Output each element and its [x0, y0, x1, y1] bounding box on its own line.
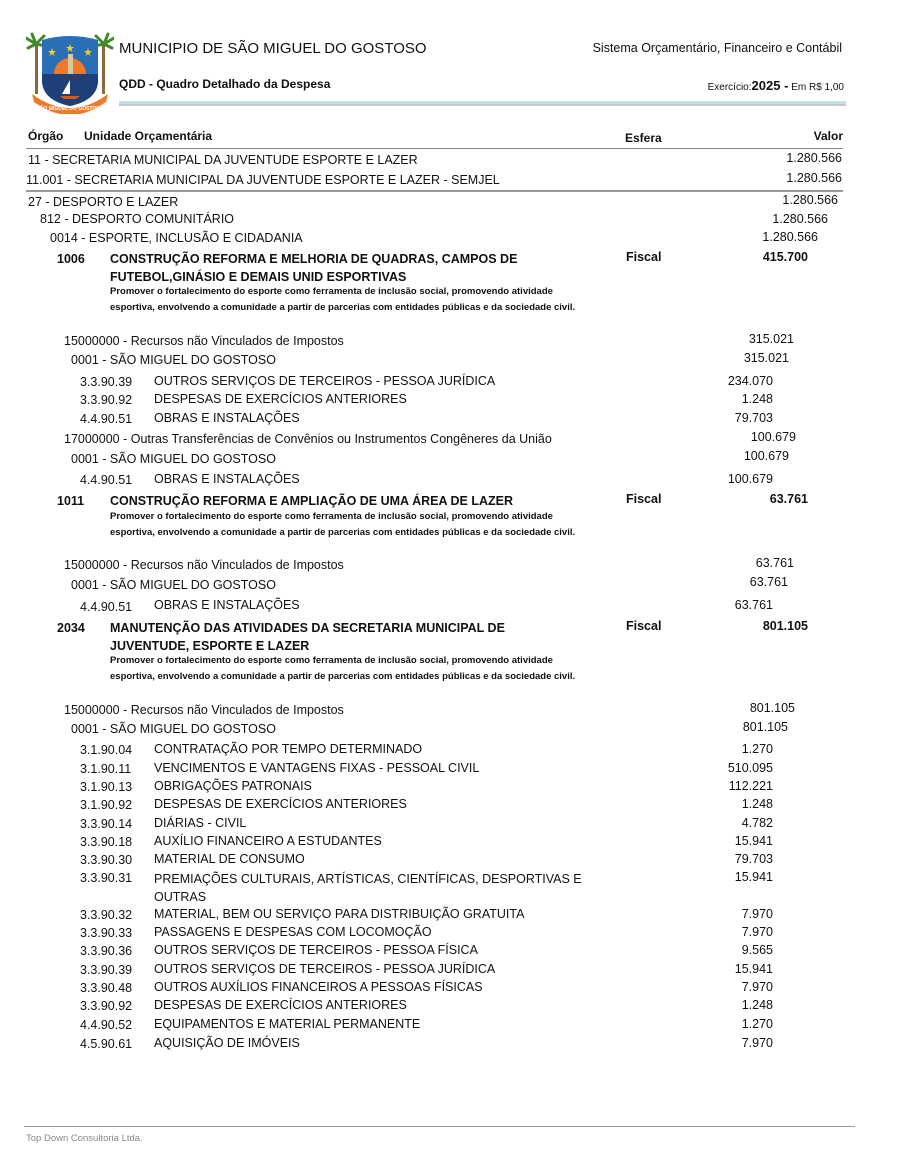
- elemento-label: OBRAS E INSTALAÇÕES: [154, 598, 300, 612]
- elemento-code: 3.3.90.48: [80, 981, 133, 995]
- elemento-value: 100.679: [727, 472, 773, 486]
- funcao-value: 1.280.566: [782, 193, 838, 207]
- elemento-value: 7.970: [741, 925, 773, 939]
- fonte-value: 315.021: [748, 332, 794, 346]
- elemento-value: 510.095: [727, 761, 773, 775]
- fonte-label: 17000000 - Outras Transferências de Convênios ou Instrumentos Congêneres da União: [64, 432, 552, 446]
- acao-esfera: Fiscal: [626, 250, 662, 264]
- acao-title: MANUTENÇÃO DAS ATIVIDADES DA SECRETARIA MUNICIPAL DE JUVENTUDE, ESPORTE E LAZER: [110, 621, 505, 653]
- system-name: Sistema Orçamentário, Financeiro e Contábil: [592, 41, 842, 55]
- acao-description: Promover o fortalecimento do esporte como ferramenta de inclusão social, promovendo atividade esportiva, envolvendo a comunidade a partir de parcerias com entidades públicas e da sociedade civil.: [110, 655, 576, 682]
- elemento-code: 4.4.90.51: [80, 412, 133, 426]
- orgao-label: 11 - SECRETARIA MUNICIPAL DA JUVENTUDE ESPORTE E LAZER: [28, 153, 418, 167]
- fonte-value: 100.679: [750, 430, 796, 444]
- report-title: QDD - Quadro Detalhado da Despesa: [119, 77, 331, 91]
- elemento-code: 3.3.90.31: [80, 871, 133, 885]
- acao-value: 63.761: [769, 492, 808, 506]
- elemento-value: 79.703: [734, 852, 773, 866]
- programa-value: 1.280.566: [762, 230, 818, 244]
- elemento-code: 4.4.90.51: [80, 600, 133, 614]
- municipio-label: 0001 - SÃO MIGUEL DO GOSTOSO: [71, 452, 276, 466]
- elemento-value: 1.248: [741, 998, 773, 1012]
- elemento-label: DESPESAS DE EXERCÍCIOS ANTERIORES: [154, 392, 407, 406]
- elemento-code: 3.1.90.11: [80, 762, 132, 776]
- municipio-label: 0001 - SÃO MIGUEL DO GOSTOSO: [71, 353, 276, 367]
- acao-description: Promover o fortalecimento do esporte como ferramenta de inclusão social, promovendo atividade esportiva, envolvendo a comunidade a partir de parcerias com entidades públicas e da sociedade civil.: [110, 286, 576, 313]
- municipio-label: 0001 - SÃO MIGUEL DO GOSTOSO: [71, 722, 276, 736]
- elemento-label: OUTROS SERVIÇOS DE TERCEIROS - PESSOA JURÍDICA: [154, 374, 496, 388]
- column-header-unidade: Unidade Orçamentária: [84, 129, 213, 143]
- acao-title: CONSTRUÇÃO REFORMA E MELHORIA DE QUADRAS, CAMPOS DE FUTEBOL,GINÁSIO E DEMAIS UNID ESPORTIVAS: [110, 252, 518, 284]
- elemento-label: OBRAS E INSTALAÇÕES: [154, 472, 300, 486]
- unidade-value: 1.280.566: [786, 171, 842, 185]
- elemento-value: 1.248: [741, 392, 773, 406]
- municipio-value: 315.021: [743, 351, 789, 365]
- elemento-value: 15.941: [734, 962, 773, 976]
- municipio-value: 100.679: [743, 449, 789, 463]
- elemento-code: 3.1.90.13: [80, 780, 133, 794]
- elemento-label: VENCIMENTOS E VANTAGENS FIXAS - PESSOAL CIVIL: [154, 761, 480, 775]
- municipio-value: 63.761: [749, 575, 788, 589]
- footer-divider: [24, 1126, 855, 1127]
- municipality-name: MUNICIPIO DE SÃO MIGUEL DO GOSTOSO: [119, 40, 427, 57]
- footer-company: Top Down Consultoria Ltda.: [26, 1133, 143, 1144]
- elemento-label: DESPESAS DE EXERCÍCIOS ANTERIORES: [154, 998, 407, 1012]
- acao-esfera: Fiscal: [626, 492, 662, 506]
- acao-value: 415.700: [762, 250, 808, 264]
- elemento-label: CONTRATAÇÃO POR TEMPO DETERMINADO: [154, 742, 423, 756]
- elemento-label: DESPESAS DE EXERCÍCIOS ANTERIORES: [154, 797, 407, 811]
- currency-unit: Em R$ 1,00: [791, 82, 844, 93]
- elemento-label: OUTROS SERVIÇOS DE TERCEIROS - PESSOA JURÍDICA: [154, 962, 496, 976]
- elemento-value: 1.248: [741, 797, 773, 811]
- elemento-value: 7.970: [741, 907, 773, 921]
- elemento-value: 63.761: [734, 598, 773, 612]
- column-header-esfera: Esfera: [625, 131, 662, 145]
- exercicio-year: 2025 -: [751, 78, 789, 93]
- elemento-value: 9.565: [741, 943, 773, 957]
- elemento-code: 4.4.90.51: [80, 473, 133, 487]
- exercicio-info: [708, 78, 844, 93]
- orgao-value: 1.280.566: [786, 151, 842, 165]
- elemento-code: 4.4.90.52: [80, 1018, 133, 1032]
- elemento-label: OUTROS SERVIÇOS DE TERCEIROS - PESSOA FÍSICA: [154, 943, 478, 957]
- elemento-label: AQUISIÇÃO DE IMÓVEIS: [154, 1036, 300, 1050]
- fonte-label: 15000000 - Recursos não Vinculados de Impostos: [64, 334, 344, 348]
- acao-title: CONSTRUÇÃO REFORMA E AMPLIAÇÃO DE UMA ÁREA DE LAZER: [110, 494, 514, 508]
- municipal-coat-of-arms-logo: [26, 30, 114, 114]
- elemento-code: 3.3.90.30: [80, 853, 133, 867]
- elemento-label: EQUIPAMENTOS E MATERIAL PERMANENTE: [154, 1017, 421, 1031]
- exercicio-label: Exercício:: [707, 82, 752, 93]
- programa-label: 0014 - ESPORTE, INCLUSÃO E CIDADANIA: [50, 231, 303, 245]
- unidade-divider: [26, 190, 843, 192]
- elemento-code: 3.1.90.92: [80, 798, 133, 812]
- unidade-label: 11.001 - SECRETARIA MUNICIPAL DA JUVENTUDE ESPORTE E LAZER - SEMJEL: [26, 173, 500, 187]
- subfuncao-label: 812 - DESPORTO COMUNITÁRIO: [40, 212, 235, 226]
- municipio-value: 801.105: [742, 720, 788, 734]
- subfuncao-value: 1.280.566: [772, 212, 828, 226]
- fonte-label: 15000000 - Recursos não Vinculados de Impostos: [64, 703, 344, 717]
- column-header-divider: [26, 148, 843, 149]
- elemento-label: OBRIGAÇÕES PATRONAIS: [154, 779, 312, 793]
- elemento-label: DIÁRIAS - CIVIL: [154, 816, 247, 830]
- fonte-label: 15000000 - Recursos não Vinculados de Impostos: [64, 558, 344, 572]
- header-divider: [119, 101, 846, 106]
- elemento-label: PREMIAÇÕES CULTURAIS, ARTÍSTICAS, CIENTÍFICAS, DESPORTIVAS E OUTRAS: [154, 872, 582, 904]
- elemento-code: 3.1.90.04: [80, 743, 133, 757]
- elemento-code: 3.3.90.39: [80, 375, 133, 389]
- logo-ribbon-text: SÃO MIGUEL DO GOSTOSO: [36, 106, 104, 112]
- elemento-value: 7.970: [741, 1036, 773, 1050]
- acao-code: 1006: [57, 252, 85, 266]
- elemento-code: 3.3.90.39: [80, 963, 133, 977]
- elemento-value: 79.703: [734, 411, 773, 425]
- column-header-valor: Valor: [813, 129, 843, 143]
- fonte-value: 63.761: [755, 556, 794, 570]
- elemento-code: 3.3.90.18: [80, 835, 133, 849]
- elemento-code: 3.3.90.33: [80, 926, 133, 940]
- elemento-code: 3.3.90.14: [80, 817, 133, 831]
- fonte-value: 801.105: [749, 701, 795, 715]
- elemento-label: AUXÍLIO FINANCEIRO A ESTUDANTES: [154, 834, 382, 848]
- elemento-value: 234.070: [727, 374, 773, 388]
- elemento-value: 1.270: [741, 742, 773, 756]
- elemento-code: 3.3.90.92: [80, 999, 133, 1013]
- acao-description: Promover o fortalecimento do esporte como ferramenta de inclusão social, promovendo atividade esportiva, envolvendo a comunidade a partir de parcerias com entidades públicas e da sociedade civil.: [110, 511, 576, 538]
- elemento-code: 3.3.90.36: [80, 944, 133, 958]
- elemento-value: 7.970: [741, 980, 773, 994]
- column-header-orgao: Órgão: [28, 129, 64, 143]
- elemento-code: 3.3.90.32: [80, 908, 133, 922]
- elemento-value: 1.270: [741, 1017, 773, 1031]
- elemento-code: 3.3.90.92: [80, 393, 133, 407]
- municipio-label: 0001 - SÃO MIGUEL DO GOSTOSO: [71, 578, 276, 592]
- elemento-label: MATERIAL DE CONSUMO: [154, 852, 305, 866]
- elemento-value: 15.941: [734, 870, 773, 884]
- acao-code: 1011: [57, 494, 85, 508]
- funcao-label: 27 - DESPORTO E LAZER: [28, 195, 179, 209]
- elemento-label: OBRAS E INSTALAÇÕES: [154, 411, 300, 425]
- elemento-label: OUTROS AUXÍLIOS FINANCEIROS A PESSOAS FÍSICAS: [154, 980, 483, 994]
- elemento-value: 112.221: [728, 779, 773, 793]
- elemento-label: MATERIAL, BEM OU SERVIÇO PARA DISTRIBUIÇÃO GRATUITA: [154, 907, 525, 921]
- elemento-label: PASSAGENS E DESPESAS COM LOCOMOÇÃO: [154, 925, 432, 939]
- elemento-value: 4.782: [741, 816, 773, 830]
- acao-code: 2034: [57, 621, 85, 635]
- acao-value: 801.105: [762, 619, 808, 633]
- elemento-value: 15.941: [734, 834, 773, 848]
- acao-esfera: Fiscal: [626, 619, 662, 633]
- elemento-code: 4.5.90.61: [80, 1037, 133, 1051]
